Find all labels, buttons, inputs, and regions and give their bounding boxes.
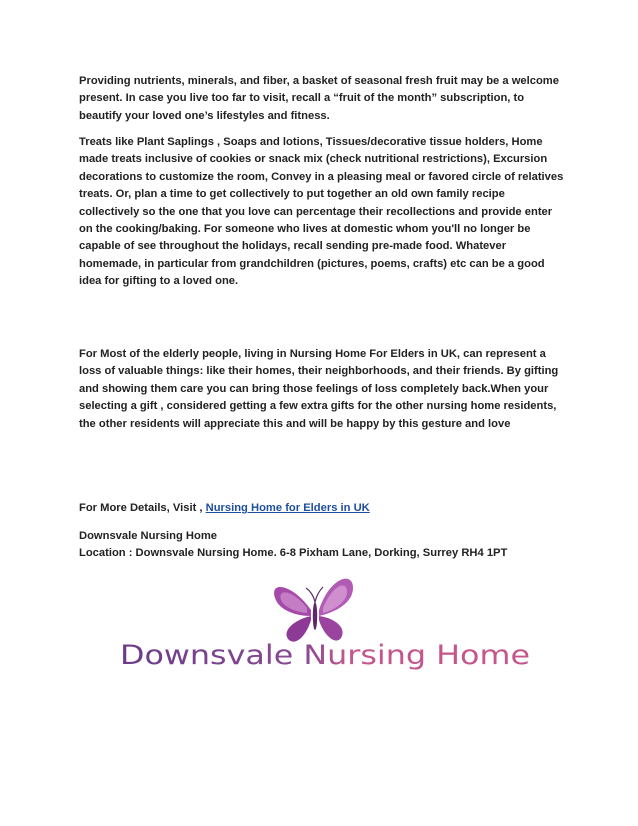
nursing-home-link[interactable]: Nursing Home for Elders in UK	[205, 502, 370, 514]
contact-name: Downsvale Nursing Home	[79, 530, 218, 542]
logo-text: Downsvale Nursing Home	[120, 640, 530, 671]
butterfly-icon	[274, 579, 353, 642]
paragraph-elderly-loss: For Most of the elderly people, living in Nursing Home For Elders in UK, can represent a loss of valuable things: like their homes, their neighborhoods, and their friends. By gifting and showing them care you can bring those feelings of loss completely back.When your selecting a gift , considered getting a few extra gifts for the other nursing home residents, the other residents will appreciate this and will be happy by this gesture and love	[79, 348, 559, 430]
paragraph-treats: Treats like Plant Saplings , Soaps and lotions, Tissues/decorative tissue holders, Home made treats inclusive of cookies or snack mix (check nutritional restrictions), Excursion decorations to customize the room, Convey in a pleasing meal or favored circle of relatives treats. Or, plan a time to get collectively to put together an old own family recipe collectively so the one that you love can percentage their recollections and provide enter on the cooking/baking. For someone who lives at domestic whom you'll no longer be capable of see throughout the holidays, recall sending pre-made food. Whatever homemade, in particular from grandchildren (pictures, poems, crafts) etc can be a good idea for gifting to a loved one.	[79, 136, 564, 288]
details-prefix: For More Details, Visit ,	[79, 502, 206, 514]
details-line	[79, 500, 567, 517]
contact-location: Location : Downsvale Nursing Home. 6-8 Pixham Lane, Dorking, Surrey RH4 1PT	[79, 547, 508, 560]
paragraph-fruit-basket: Providing nutrients, minerals, and fiber, a basket of seasonal fresh fruit may be a welcome present. In case you live too far to visit, recall a “fruit of the month” subscription, to beautify your loved one’s lifestyles and fitness.	[79, 75, 559, 122]
downsvale-logo	[115, 570, 535, 675]
contact-block	[79, 528, 567, 563]
